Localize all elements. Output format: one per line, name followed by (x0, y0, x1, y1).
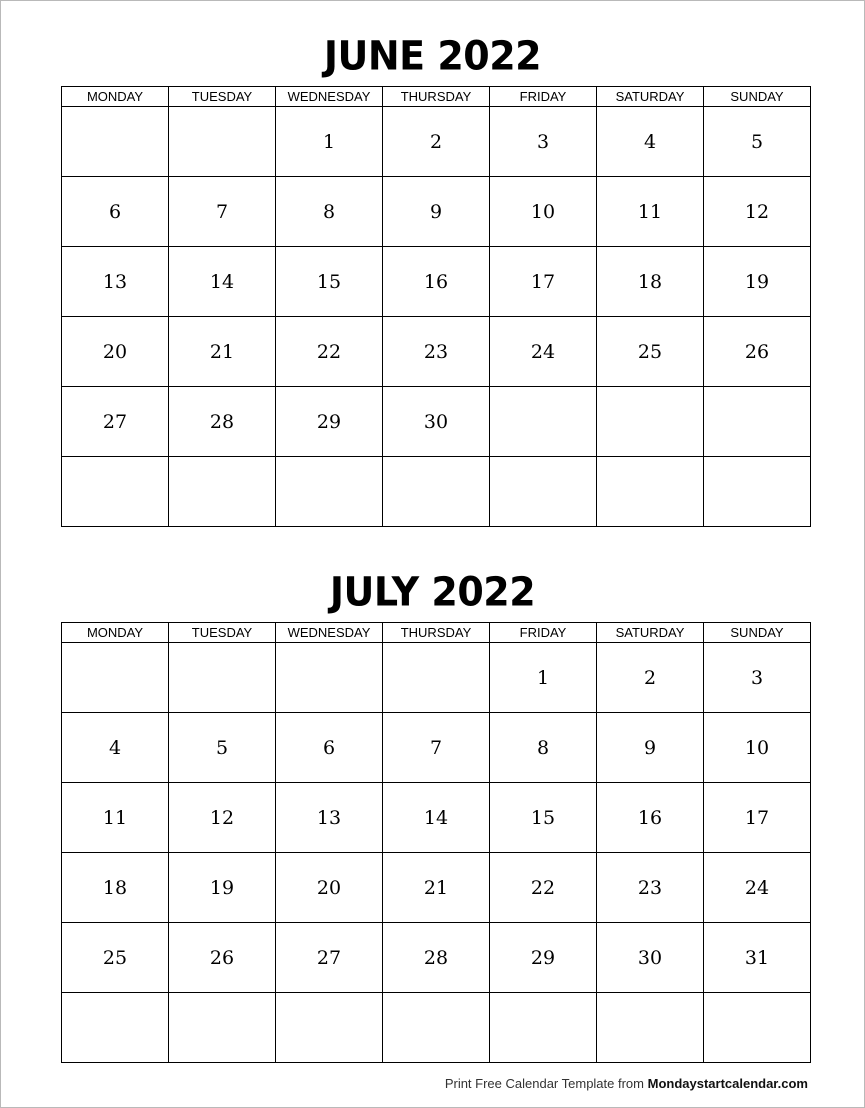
day-cell: 28 (169, 387, 276, 457)
day-cell (704, 457, 811, 527)
day-cell (490, 993, 597, 1063)
day-cell: 3 (704, 643, 811, 713)
day-cell: 26 (704, 317, 811, 387)
day-cell: 10 (490, 177, 597, 247)
calendar-july (61, 566, 804, 1063)
calendar-june (61, 30, 804, 527)
day-cell: 28 (383, 923, 490, 993)
day-cell: 6 (62, 177, 169, 247)
month-title: JUNE 2022 (323, 32, 542, 79)
week-row (62, 387, 811, 457)
day-cell: 1 (490, 643, 597, 713)
week-row (62, 317, 811, 387)
weekday-header: SATURDAY (597, 87, 704, 107)
day-cell (169, 643, 276, 713)
day-cell: 8 (276, 177, 383, 247)
day-cell: 25 (597, 317, 704, 387)
weekday-header: FRIDAY (490, 623, 597, 643)
week-row (62, 643, 811, 713)
day-cell: 18 (62, 853, 169, 923)
day-cell: 13 (276, 783, 383, 853)
weekday-header: WEDNESDAY (276, 623, 383, 643)
day-cell: 30 (597, 923, 704, 993)
day-cell (383, 457, 490, 527)
day-cell (169, 993, 276, 1063)
day-cell (597, 387, 704, 457)
week-row (62, 713, 811, 783)
weekday-header: WEDNESDAY (276, 87, 383, 107)
weekday-header: TUESDAY (169, 623, 276, 643)
day-cell: 3 (490, 107, 597, 177)
weekday-header: SUNDAY (704, 87, 811, 107)
day-cell: 15 (276, 247, 383, 317)
day-cell: 6 (276, 713, 383, 783)
day-cell: 15 (490, 783, 597, 853)
day-cell: 23 (597, 853, 704, 923)
weekday-header: THURSDAY (383, 623, 490, 643)
day-cell (704, 993, 811, 1063)
week-row (62, 923, 811, 993)
day-cell: 7 (383, 713, 490, 783)
week-row (62, 783, 811, 853)
weekday-header: FRIDAY (490, 87, 597, 107)
week-row (62, 247, 811, 317)
week-row (62, 177, 811, 247)
weekday-header: SATURDAY (597, 623, 704, 643)
day-cell (597, 993, 704, 1063)
day-cell: 1 (276, 107, 383, 177)
day-cell: 21 (169, 317, 276, 387)
day-cell: 29 (276, 387, 383, 457)
day-cell (383, 643, 490, 713)
weekday-header: THURSDAY (383, 87, 490, 107)
day-cell: 19 (169, 853, 276, 923)
day-cell: 24 (704, 853, 811, 923)
day-cell (62, 643, 169, 713)
day-cell: 2 (383, 107, 490, 177)
day-cell (276, 643, 383, 713)
footer-text: Print Free Calendar Template from (444, 1076, 648, 1091)
day-cell: 22 (276, 317, 383, 387)
week-row (62, 853, 811, 923)
day-cell: 17 (490, 247, 597, 317)
weekday-header-row (62, 87, 811, 107)
day-cell: 22 (490, 853, 597, 923)
day-cell: 7 (169, 177, 276, 247)
day-cell: 9 (597, 713, 704, 783)
day-cell: 5 (169, 713, 276, 783)
day-cell (169, 457, 276, 527)
day-cell: 16 (597, 783, 704, 853)
day-cell (383, 993, 490, 1063)
day-cell: 29 (490, 923, 597, 993)
footer-credit (445, 1076, 808, 1091)
day-cell: 9 (383, 177, 490, 247)
day-cell: 10 (704, 713, 811, 783)
day-cell (704, 387, 811, 457)
weekday-header: TUESDAY (169, 87, 276, 107)
day-cell: 5 (704, 107, 811, 177)
day-cell: 26 (169, 923, 276, 993)
weekday-header: MONDAY (62, 623, 169, 643)
day-cell: 24 (490, 317, 597, 387)
day-cell: 27 (276, 923, 383, 993)
day-cell: 25 (62, 923, 169, 993)
day-cell (62, 457, 169, 527)
month-grid (61, 86, 811, 527)
day-cell: 8 (490, 713, 597, 783)
day-cell: 30 (383, 387, 490, 457)
month-title: JULY 2022 (329, 568, 536, 615)
day-cell: 14 (169, 247, 276, 317)
day-cell (276, 457, 383, 527)
day-cell (597, 457, 704, 527)
day-cell: 17 (704, 783, 811, 853)
day-cell (490, 457, 597, 527)
day-cell (169, 107, 276, 177)
weekday-header: SUNDAY (704, 623, 811, 643)
day-cell: 31 (704, 923, 811, 993)
day-cell: 12 (169, 783, 276, 853)
day-cell: 18 (597, 247, 704, 317)
day-cell: 20 (62, 317, 169, 387)
day-cell: 4 (62, 713, 169, 783)
week-row (62, 457, 811, 527)
weekday-header: MONDAY (62, 87, 169, 107)
day-cell (276, 993, 383, 1063)
month-grid (61, 622, 811, 1063)
weekday-header-row (62, 623, 811, 643)
day-cell (62, 993, 169, 1063)
week-row (62, 993, 811, 1063)
day-cell: 27 (62, 387, 169, 457)
week-row (62, 107, 811, 177)
footer-site-link[interactable]: Mondaystartcalendar.com (647, 1076, 808, 1091)
day-cell: 23 (383, 317, 490, 387)
day-cell: 2 (597, 643, 704, 713)
day-cell (490, 387, 597, 457)
day-cell: 19 (704, 247, 811, 317)
day-cell: 11 (597, 177, 704, 247)
day-cell: 20 (276, 853, 383, 923)
day-cell: 14 (383, 783, 490, 853)
day-cell (62, 107, 169, 177)
day-cell: 21 (383, 853, 490, 923)
day-cell: 16 (383, 247, 490, 317)
day-cell: 12 (704, 177, 811, 247)
day-cell: 11 (62, 783, 169, 853)
day-cell: 4 (597, 107, 704, 177)
day-cell: 13 (62, 247, 169, 317)
